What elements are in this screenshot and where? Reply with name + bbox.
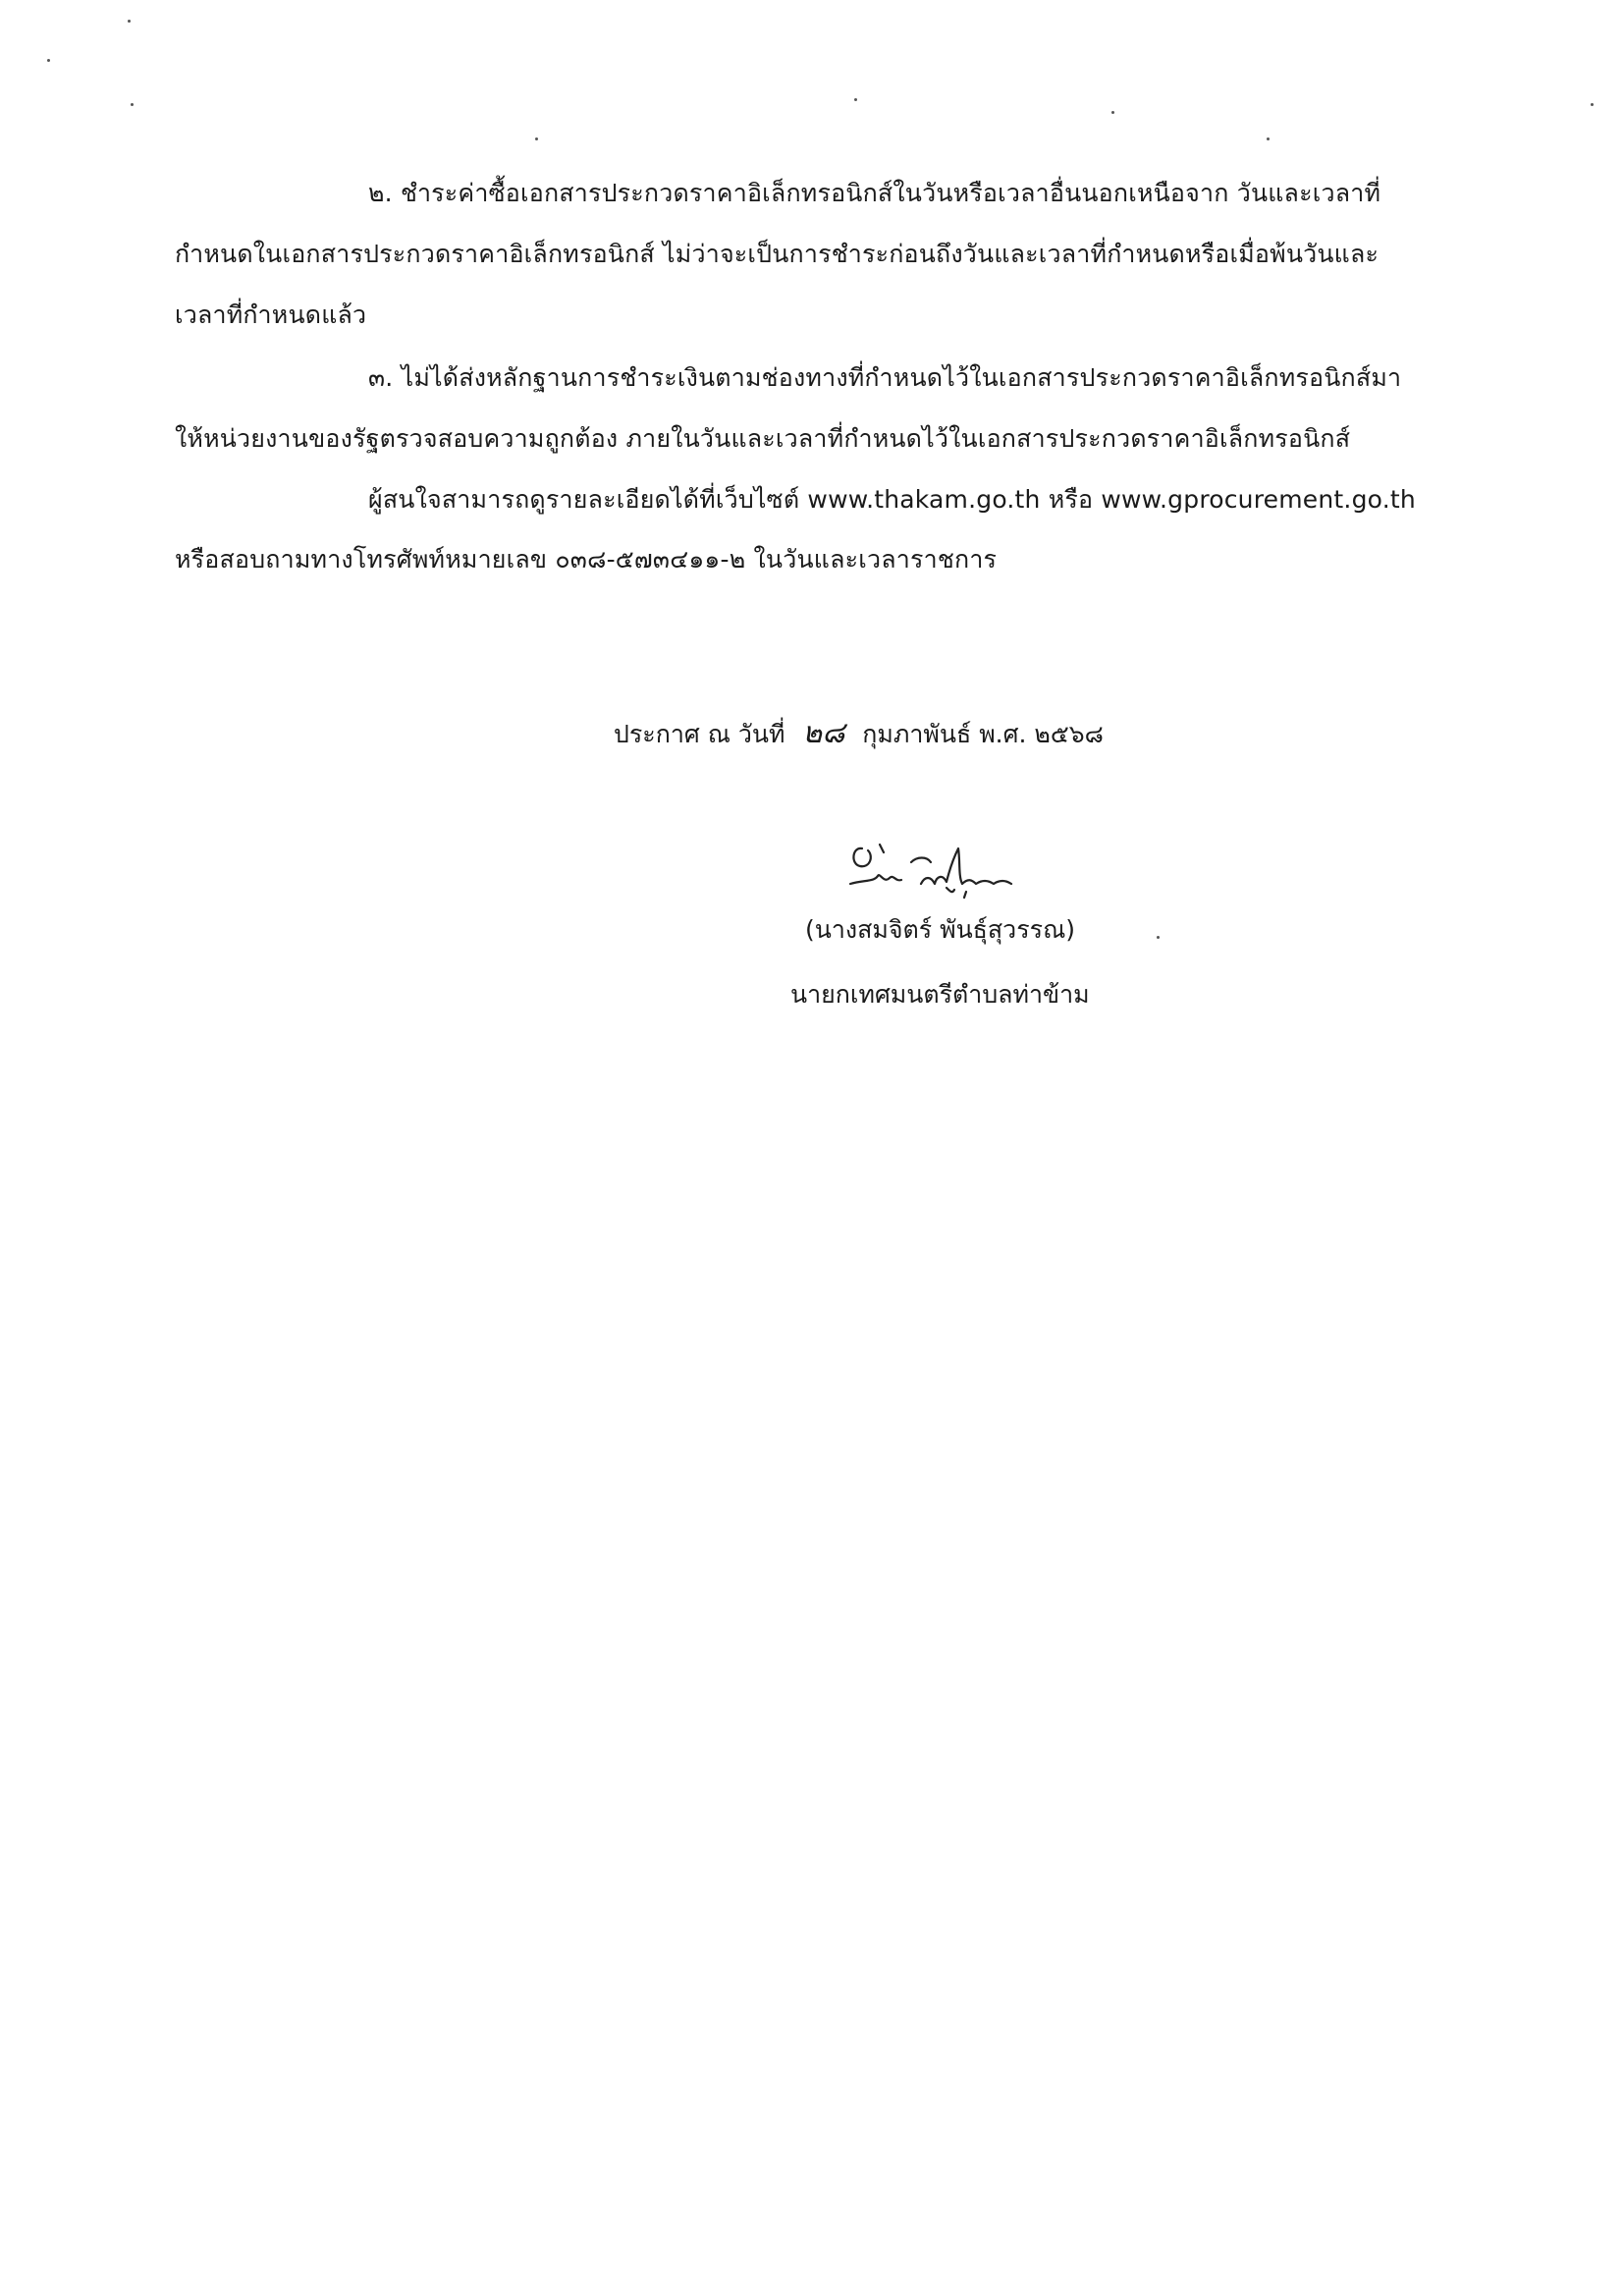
contact-line-1: ผู้สนใจสามารถดูรายละเอียดได้ที่เว็บไซต์ www.thakam.go.th หรือ www.gprocurement.go.th <box>368 485 1416 514</box>
scan-speck <box>131 103 134 106</box>
item-2-line-3: เวลาที่กำหนดแล้ว <box>175 301 367 329</box>
signatory-title: นายกเทศมนตรีตำบลท่าข้าม <box>790 980 1090 1009</box>
item-3-line-2: ให้หน่วยงานของรัฐตรวจสอบความถูกต้อง ภายในวันและเวลาที่กำหนดไว้ในเอกสารประกวดราคาอิเล็กทรอนิกส์ <box>175 424 1351 453</box>
scan-speck <box>1157 936 1160 939</box>
signatory-name: (นางสมจิตร์ พันธุ์สุวรรณ) <box>805 915 1076 944</box>
item-2-line-2: กำหนดในเอกสารประกวดราคาอิเล็กทรอนิกส์ ไม่ว่าจะเป็นการชำระก่อนถึงวันและเวลาที่กำหนดหรือเมื่อพ้นวันและ <box>175 240 1380 268</box>
scan-speck <box>47 59 50 62</box>
scan-speck <box>1267 137 1270 140</box>
scan-speck <box>535 137 538 140</box>
scan-speck <box>854 98 857 101</box>
scan-speck <box>128 20 131 23</box>
handwritten-signature <box>844 827 1080 905</box>
announcement-date <box>614 717 1104 751</box>
scan-speck <box>1111 111 1114 114</box>
contact-line-2: หรือสอบถามทางโทรศัพท์หมายเลข ๐๓๘-๕๗๓๔๑๑-๒ ในวันและเวลาราชการ <box>175 545 998 574</box>
scan-speck <box>1591 103 1594 106</box>
item-2-line-1: ๒. ชำระค่าซื้อเอกสารประกวดราคาอิเล็กทรอนิกส์ในวันหรือเวลาอื่นนอกเหนือจาก วันและเวลาที่ <box>368 179 1381 207</box>
announcement-month-year: กุมภาพันธ์ พ.ศ. ๒๕๖๘ <box>862 720 1104 748</box>
item-3-line-1: ๓. ไม่ได้ส่งหลักฐานการชำระเงินตามช่องทางที่กำหนดไว้ในเอกสารประกวดราคาอิเล็กทรอนิกส์มา <box>368 363 1402 392</box>
announcement-day: ๒๘ <box>802 716 845 750</box>
announcement-prefix: ประกาศ ณ วันที่ <box>614 720 785 748</box>
